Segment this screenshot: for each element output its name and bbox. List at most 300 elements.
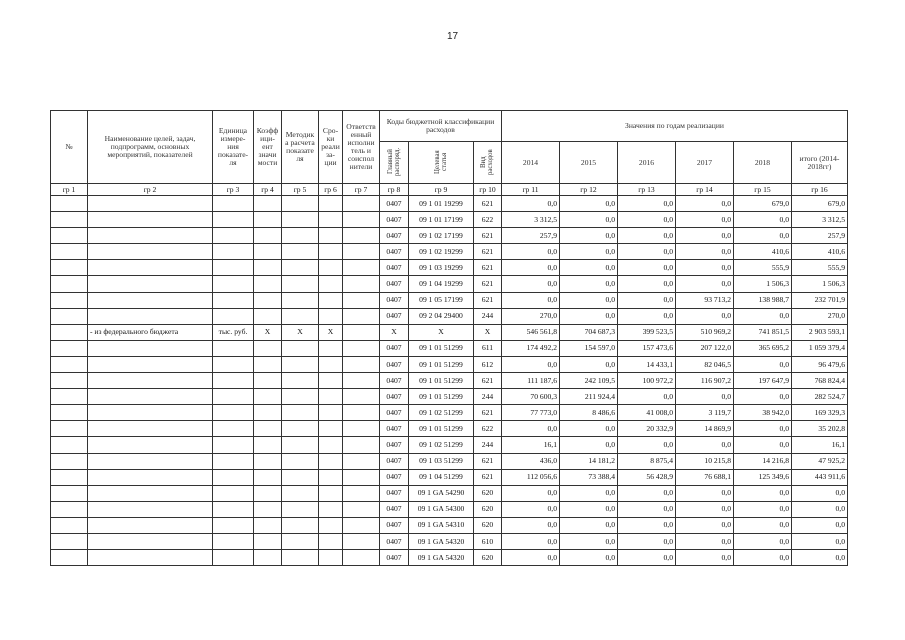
row-year-value-cell: 0,0	[734, 421, 792, 437]
row-method-cell	[282, 228, 319, 244]
row-year-value-cell: 0,0	[676, 212, 734, 228]
row-year-value-cell: 679,0	[734, 196, 792, 212]
row-year-value-cell: 0,0	[502, 501, 560, 517]
row-kbk-rz-cell: 0407	[380, 501, 409, 517]
header-kbk-rz-text: Главный распоряд.	[386, 147, 401, 176]
row-kbk-vr-cell: 622	[474, 421, 502, 437]
row-num-cell	[51, 196, 88, 212]
column-number-cell: гр 16	[792, 184, 848, 196]
row-coef-cell	[254, 340, 282, 356]
header-year-2017: 2017	[676, 142, 734, 184]
row-kbk-vr-cell: 620	[474, 550, 502, 566]
row-kbk-rz-cell: 0407	[380, 292, 409, 308]
row-num-cell	[51, 340, 88, 356]
row-kbk-cs-cell: 09 1 GA 54290	[409, 485, 474, 501]
row-total-cell: 555,9	[792, 260, 848, 276]
row-unit-cell	[213, 550, 254, 566]
header-kbk-cs	[409, 142, 474, 184]
row-responsible-cell	[343, 308, 380, 324]
row-name-cell	[88, 212, 213, 228]
row-terms-cell	[319, 550, 343, 566]
table-body	[51, 196, 848, 566]
row-year-value-cell: 0,0	[502, 485, 560, 501]
row-year-value-cell: 14 216,8	[734, 453, 792, 469]
row-year-value-cell: 211 924,4	[560, 389, 618, 405]
row-year-value-cell: 0,0	[734, 517, 792, 533]
row-year-value-cell: 0,0	[502, 533, 560, 549]
row-terms-cell	[319, 517, 343, 533]
column-number-cell: гр 3	[213, 184, 254, 196]
row-kbk-rz-cell: 0407	[380, 196, 409, 212]
header-year-2014: 2014	[502, 142, 560, 184]
column-number-cell: гр 15	[734, 184, 792, 196]
row-year-value-cell: 0,0	[560, 356, 618, 372]
row-coef-cell	[254, 212, 282, 228]
row-num-cell	[51, 373, 88, 389]
row-responsible-cell	[343, 212, 380, 228]
row-name-cell	[88, 421, 213, 437]
row-total-cell: 2 903 593,1	[792, 324, 848, 340]
row-terms-cell	[319, 196, 343, 212]
row-year-value-cell: 112 056,6	[502, 469, 560, 485]
row-year-value-cell: 8 875,4	[618, 453, 676, 469]
row-total-cell: 0,0	[792, 550, 848, 566]
row-terms-cell	[319, 260, 343, 276]
column-number-cell: гр 7	[343, 184, 380, 196]
row-method-cell	[282, 389, 319, 405]
row-year-value-cell: 14 869,9	[676, 421, 734, 437]
row-kbk-vr-cell: 621	[474, 405, 502, 421]
row-year-value-cell: 0,0	[560, 228, 618, 244]
row-num-cell	[51, 437, 88, 453]
row-year-value-cell: 270,0	[502, 308, 560, 324]
row-name-cell	[88, 276, 213, 292]
row-unit-cell	[213, 244, 254, 260]
row-total-cell: 768 824,4	[792, 373, 848, 389]
row-year-value-cell: 0,0	[734, 501, 792, 517]
row-method-cell	[282, 340, 319, 356]
row-kbk-cs-cell: X	[409, 324, 474, 340]
row-kbk-rz-cell: 0407	[380, 340, 409, 356]
row-kbk-rz-cell: 0407	[380, 244, 409, 260]
row-method-cell	[282, 485, 319, 501]
row-year-value-cell: 154 597,0	[560, 340, 618, 356]
row-year-value-cell: 0,0	[618, 517, 676, 533]
row-coef-cell	[254, 228, 282, 244]
table-row	[51, 517, 848, 533]
row-coef-cell	[254, 196, 282, 212]
row-year-value-cell: 0,0	[676, 244, 734, 260]
row-year-value-cell: 138 988,7	[734, 292, 792, 308]
row-year-value-cell: 0,0	[560, 501, 618, 517]
row-year-value-cell: 93 713,2	[676, 292, 734, 308]
row-year-value-cell: 116 907,2	[676, 373, 734, 389]
row-coef-cell	[254, 292, 282, 308]
row-year-value-cell: 20 332,9	[618, 421, 676, 437]
row-num-cell	[51, 485, 88, 501]
row-year-value-cell: 0,0	[734, 550, 792, 566]
row-method-cell	[282, 212, 319, 228]
row-coef-cell	[254, 469, 282, 485]
column-number-cell: гр 9	[409, 184, 474, 196]
row-year-value-cell: 0,0	[618, 533, 676, 549]
row-year-value-cell: 0,0	[560, 196, 618, 212]
row-responsible-cell	[343, 405, 380, 421]
row-responsible-cell	[343, 276, 380, 292]
table-row	[51, 501, 848, 517]
row-coef-cell	[254, 517, 282, 533]
row-kbk-cs-cell: 09 1 01 19299	[409, 196, 474, 212]
row-method-cell	[282, 276, 319, 292]
row-coef-cell	[254, 533, 282, 549]
row-name-cell	[88, 356, 213, 372]
row-year-value-cell: 0,0	[560, 292, 618, 308]
row-year-value-cell: 0,0	[734, 212, 792, 228]
row-kbk-cs-cell: 09 1 GA 54320	[409, 533, 474, 549]
row-responsible-cell	[343, 260, 380, 276]
row-total-cell: 0,0	[792, 485, 848, 501]
row-name-cell	[88, 485, 213, 501]
row-kbk-cs-cell: 09 1 02 17199	[409, 228, 474, 244]
row-num-cell	[51, 308, 88, 324]
row-year-value-cell: 0,0	[618, 437, 676, 453]
row-year-value-cell: 0,0	[676, 308, 734, 324]
column-number-row	[51, 184, 848, 196]
page-number: 17	[446, 31, 459, 42]
row-coef-cell	[254, 308, 282, 324]
row-kbk-cs-cell: 09 1 GA 54300	[409, 501, 474, 517]
column-number-cell: гр 12	[560, 184, 618, 196]
row-name-cell	[88, 550, 213, 566]
row-year-value-cell: 16,1	[502, 437, 560, 453]
header-name: Наименование целей, задач, подпрограмм, основных мероприятий, показателей	[88, 111, 213, 184]
column-number-cell: гр 6	[319, 184, 343, 196]
row-total-cell: 35 202,8	[792, 421, 848, 437]
row-unit-cell	[213, 501, 254, 517]
row-terms-cell	[319, 405, 343, 421]
row-unit-cell	[213, 308, 254, 324]
row-year-value-cell: 0,0	[618, 308, 676, 324]
row-method-cell	[282, 469, 319, 485]
table-row	[51, 212, 848, 228]
row-kbk-rz-cell: 0407	[380, 437, 409, 453]
header-values: Значения по годам реализации	[502, 111, 848, 142]
row-method-cell	[282, 292, 319, 308]
row-kbk-cs-cell: 09 1 GA 54320	[409, 550, 474, 566]
row-coef-cell	[254, 453, 282, 469]
row-terms-cell	[319, 228, 343, 244]
row-year-value-cell: 174 492,2	[502, 340, 560, 356]
table-row	[51, 228, 848, 244]
row-kbk-rz-cell: 0407	[380, 228, 409, 244]
table-row	[51, 533, 848, 549]
row-terms-cell	[319, 308, 343, 324]
row-terms-cell	[319, 244, 343, 260]
row-kbk-rz-cell: 0407	[380, 389, 409, 405]
row-year-value-cell: 56 428,9	[618, 469, 676, 485]
table-row	[51, 550, 848, 566]
table-row	[51, 469, 848, 485]
table-row	[51, 453, 848, 469]
row-year-value-cell: 0,0	[618, 244, 676, 260]
row-year-value-cell: 0,0	[676, 533, 734, 549]
row-num-cell	[51, 324, 88, 340]
row-kbk-rz-cell: 0407	[380, 212, 409, 228]
row-method-cell	[282, 533, 319, 549]
row-responsible-cell	[343, 533, 380, 549]
row-total-cell: 16,1	[792, 437, 848, 453]
row-year-value-cell: 0,0	[560, 212, 618, 228]
row-method-cell	[282, 517, 319, 533]
row-kbk-cs-cell: 09 1 03 51299	[409, 453, 474, 469]
row-num-cell	[51, 292, 88, 308]
row-terms-cell	[319, 453, 343, 469]
column-number-cell: гр 11	[502, 184, 560, 196]
column-number-cell: гр 14	[676, 184, 734, 196]
row-kbk-cs-cell: 09 1 04 51299	[409, 469, 474, 485]
row-coef-cell	[254, 260, 282, 276]
row-kbk-cs-cell: 09 1 02 51299	[409, 437, 474, 453]
row-kbk-vr-cell: 621	[474, 373, 502, 389]
row-unit-cell	[213, 437, 254, 453]
row-name-cell	[88, 260, 213, 276]
row-total-cell: 679,0	[792, 196, 848, 212]
row-year-value-cell: 0,0	[618, 228, 676, 244]
row-coef-cell	[254, 405, 282, 421]
row-year-value-cell: 100 972,2	[618, 373, 676, 389]
header-year-2016: 2016	[618, 142, 676, 184]
row-responsible-cell	[343, 550, 380, 566]
row-year-value-cell: 1 506,3	[734, 276, 792, 292]
row-year-value-cell: 125 349,6	[734, 469, 792, 485]
table-row	[51, 421, 848, 437]
row-kbk-vr-cell: 621	[474, 260, 502, 276]
row-year-value-cell: 0,0	[676, 517, 734, 533]
column-number-cell: гр 13	[618, 184, 676, 196]
row-year-value-cell: 70 600,3	[502, 389, 560, 405]
row-year-value-cell: 0,0	[560, 421, 618, 437]
row-terms-cell	[319, 485, 343, 501]
row-kbk-rz-cell: 0407	[380, 276, 409, 292]
row-responsible-cell	[343, 373, 380, 389]
row-year-value-cell: 38 942,0	[734, 405, 792, 421]
row-terms-cell	[319, 340, 343, 356]
table-row	[51, 389, 848, 405]
row-unit-cell	[213, 228, 254, 244]
budget-table	[50, 110, 848, 566]
row-year-value-cell: 0,0	[676, 550, 734, 566]
row-year-value-cell: 0,0	[676, 437, 734, 453]
row-year-value-cell: 0,0	[618, 212, 676, 228]
row-kbk-vr-cell: 612	[474, 356, 502, 372]
row-name-cell	[88, 453, 213, 469]
row-unit-cell	[213, 485, 254, 501]
row-year-value-cell: 76 688,1	[676, 469, 734, 485]
row-responsible-cell	[343, 517, 380, 533]
row-year-value-cell: 0,0	[560, 485, 618, 501]
row-coef-cell	[254, 501, 282, 517]
row-kbk-rz-cell: 0407	[380, 421, 409, 437]
row-kbk-vr-cell: 621	[474, 196, 502, 212]
row-unit-cell	[213, 196, 254, 212]
row-num-cell	[51, 533, 88, 549]
row-name-cell	[88, 373, 213, 389]
header-kbk: Коды бюджетной классификации расходов	[380, 111, 502, 142]
row-method-cell	[282, 501, 319, 517]
header-coef: Коэфф ици-ент значи мости	[254, 111, 282, 184]
row-total-cell: 282 524,7	[792, 389, 848, 405]
row-year-value-cell: 41 008,0	[618, 405, 676, 421]
row-total-cell: 270,0	[792, 308, 848, 324]
row-num-cell	[51, 389, 88, 405]
row-year-value-cell: 741 851,5	[734, 324, 792, 340]
row-coef-cell	[254, 244, 282, 260]
row-total-cell: 443 911,6	[792, 469, 848, 485]
row-total-cell: 3 312,5	[792, 212, 848, 228]
row-unit-cell	[213, 292, 254, 308]
table-row	[51, 373, 848, 389]
row-kbk-vr-cell: 244	[474, 389, 502, 405]
row-year-value-cell: 0,0	[734, 389, 792, 405]
row-unit-cell	[213, 405, 254, 421]
table-row	[51, 276, 848, 292]
row-num-cell	[51, 501, 88, 517]
row-kbk-vr-cell: 622	[474, 212, 502, 228]
column-number-cell: гр 5	[282, 184, 319, 196]
table-row	[51, 260, 848, 276]
row-total-cell: 47 925,2	[792, 453, 848, 469]
row-year-value-cell: 555,9	[734, 260, 792, 276]
table-row	[51, 485, 848, 501]
row-year-value-cell: 0,0	[734, 356, 792, 372]
row-kbk-rz-cell: 0407	[380, 469, 409, 485]
row-year-value-cell: 111 187,6	[502, 373, 560, 389]
row-name-cell	[88, 244, 213, 260]
row-terms-cell	[319, 469, 343, 485]
row-kbk-rz-cell: 0407	[380, 453, 409, 469]
header-kbk-cs-text: Целевая статья	[433, 149, 448, 174]
row-kbk-rz-cell: 0407	[380, 533, 409, 549]
row-kbk-cs-cell: 09 2 04 29400	[409, 308, 474, 324]
row-year-value-cell: 410,6	[734, 244, 792, 260]
row-year-value-cell: 157 473,6	[618, 340, 676, 356]
row-coef-cell	[254, 421, 282, 437]
row-method-cell	[282, 453, 319, 469]
row-responsible-cell	[343, 453, 380, 469]
row-kbk-cs-cell: 09 1 04 19299	[409, 276, 474, 292]
table-row	[51, 196, 848, 212]
row-responsible-cell	[343, 324, 380, 340]
row-responsible-cell	[343, 389, 380, 405]
row-year-value-cell: 0,0	[502, 421, 560, 437]
header-kbk-rz	[380, 142, 409, 184]
row-year-value-cell: 0,0	[676, 228, 734, 244]
header-unit: Единица измере-ния показате-ля	[213, 111, 254, 184]
table-row	[51, 308, 848, 324]
row-year-value-cell: 0,0	[560, 517, 618, 533]
row-unit-cell	[213, 453, 254, 469]
row-kbk-vr-cell: 621	[474, 228, 502, 244]
row-kbk-vr-cell: 620	[474, 485, 502, 501]
row-year-value-cell: 0,0	[734, 437, 792, 453]
row-kbk-rz-cell: 0407	[380, 308, 409, 324]
row-kbk-vr-cell: 620	[474, 517, 502, 533]
row-terms-cell	[319, 533, 343, 549]
row-year-value-cell: 0,0	[618, 501, 676, 517]
row-kbk-vr-cell: 621	[474, 276, 502, 292]
row-kbk-cs-cell: 09 1 02 19299	[409, 244, 474, 260]
row-terms-cell: X	[319, 324, 343, 340]
row-kbk-rz-cell: 0407	[380, 373, 409, 389]
row-num-cell	[51, 421, 88, 437]
row-year-value-cell: 0,0	[560, 260, 618, 276]
row-kbk-cs-cell: 09 1 05 17199	[409, 292, 474, 308]
row-year-value-cell: 14 181,2	[560, 453, 618, 469]
row-total-cell: 1 506,3	[792, 276, 848, 292]
row-name-cell	[88, 228, 213, 244]
header-total: итого (2014-2018гг)	[792, 142, 848, 184]
table-row	[51, 405, 848, 421]
row-terms-cell	[319, 373, 343, 389]
header-kbk-vr	[474, 142, 502, 184]
row-kbk-vr-cell: 244	[474, 437, 502, 453]
row-year-value-cell: 257,9	[502, 228, 560, 244]
row-responsible-cell	[343, 292, 380, 308]
column-number-cell: гр 4	[254, 184, 282, 196]
header-row-top	[51, 111, 848, 142]
row-kbk-rz-cell: X	[380, 324, 409, 340]
row-year-value-cell: 0,0	[560, 308, 618, 324]
row-year-value-cell: 0,0	[618, 292, 676, 308]
row-num-cell	[51, 405, 88, 421]
row-name-cell	[88, 308, 213, 324]
row-kbk-vr-cell: 621	[474, 292, 502, 308]
row-coef-cell	[254, 356, 282, 372]
row-year-value-cell: 0,0	[676, 276, 734, 292]
row-method-cell	[282, 550, 319, 566]
row-kbk-vr-cell: 611	[474, 340, 502, 356]
row-year-value-cell: 0,0	[502, 244, 560, 260]
row-unit-cell	[213, 389, 254, 405]
row-year-value-cell: 399 523,5	[618, 324, 676, 340]
row-kbk-cs-cell: 09 1 02 51299	[409, 405, 474, 421]
row-responsible-cell	[343, 228, 380, 244]
row-name-cell	[88, 517, 213, 533]
row-name-cell	[88, 340, 213, 356]
row-year-value-cell: 77 773,0	[502, 405, 560, 421]
row-method-cell	[282, 244, 319, 260]
row-unit-cell	[213, 276, 254, 292]
row-year-value-cell: 0,0	[618, 550, 676, 566]
row-kbk-cs-cell: 09 1 03 19299	[409, 260, 474, 276]
row-num-cell	[51, 260, 88, 276]
row-terms-cell	[319, 501, 343, 517]
row-coef-cell	[254, 276, 282, 292]
row-unit-cell	[213, 340, 254, 356]
row-year-value-cell: 0,0	[560, 550, 618, 566]
row-year-value-cell: 0,0	[502, 517, 560, 533]
row-method-cell	[282, 356, 319, 372]
row-year-value-cell: 0,0	[618, 196, 676, 212]
row-kbk-vr-cell: 620	[474, 501, 502, 517]
row-name-cell	[88, 196, 213, 212]
row-year-value-cell: 365 695,2	[734, 340, 792, 356]
row-kbk-vr-cell: X	[474, 324, 502, 340]
row-total-cell: 410,6	[792, 244, 848, 260]
row-num-cell	[51, 276, 88, 292]
row-year-value-cell: 0,0	[502, 292, 560, 308]
row-terms-cell	[319, 276, 343, 292]
